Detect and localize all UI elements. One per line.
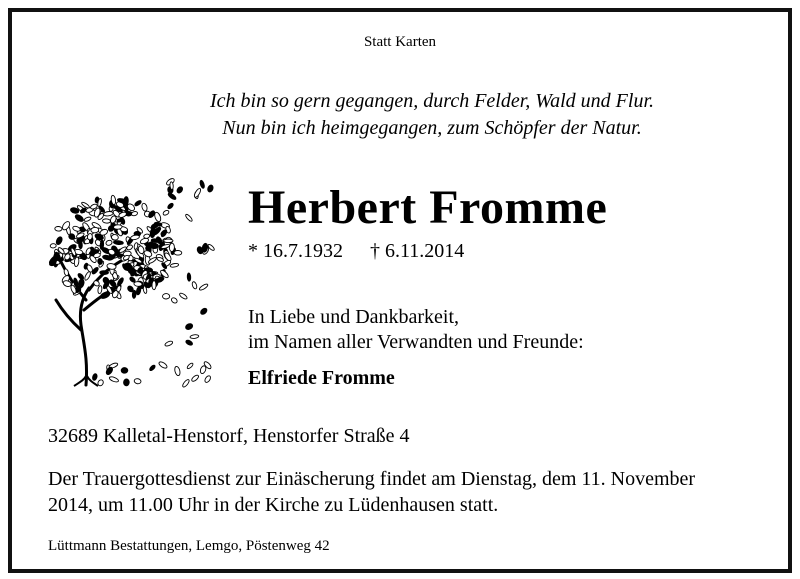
- leaf: [149, 243, 159, 249]
- mourning-text: [248, 305, 584, 355]
- leaf: [55, 236, 63, 246]
- leaf: [191, 374, 200, 382]
- life-dates: [248, 240, 464, 263]
- deceased-name: Herbert Fromme: [248, 181, 608, 234]
- leaf: [185, 339, 193, 346]
- leaf: [185, 323, 194, 331]
- leaf: [123, 379, 129, 386]
- leaf: [91, 227, 99, 233]
- leaf: [169, 243, 174, 252]
- leaf: [74, 213, 84, 222]
- leaf: [174, 366, 181, 376]
- obituary-notice: [8, 8, 792, 573]
- service-info: [48, 466, 768, 518]
- verse-line-1: Ich bin so gern gegangen, durch Felder, Wald und Flur.: [209, 90, 655, 112]
- leaf: [174, 250, 182, 255]
- leaf: [113, 240, 123, 245]
- leaf: [63, 268, 69, 276]
- tree-leaves: [48, 177, 215, 388]
- notice-header: Statt Karten: [363, 34, 437, 50]
- leaf: [199, 365, 207, 374]
- leaf: [141, 203, 148, 212]
- leaf: [191, 281, 197, 289]
- leaf: [92, 373, 98, 381]
- leaf: [149, 364, 156, 371]
- leaf: [79, 241, 83, 248]
- leaf: [187, 273, 191, 281]
- leaf: [113, 225, 122, 230]
- leaf: [160, 229, 167, 237]
- leaf: [164, 340, 173, 347]
- leaf: [158, 361, 168, 370]
- windblown-tree-icon: [34, 160, 219, 390]
- leaf: [199, 283, 209, 291]
- leaf: [204, 375, 212, 384]
- leaf: [109, 215, 117, 224]
- leaf: [105, 239, 112, 246]
- birth-date: * 16.7.1932: [248, 240, 343, 262]
- leaf: [50, 243, 56, 248]
- leaf: [97, 285, 102, 293]
- service-line-2: 2014, um 11.00 Uhr in der Kirche zu Lüdenhausen statt.: [48, 494, 499, 516]
- mourner-name: Elfriede Fromme: [248, 367, 395, 389]
- leaf: [129, 276, 136, 283]
- leaf: [186, 362, 193, 369]
- leaf: [87, 233, 93, 240]
- mourning-line-2: im Namen aller Verwandten und Freunde:: [248, 331, 584, 353]
- leaf: [170, 182, 174, 190]
- leaf: [131, 211, 138, 216]
- leaf: [86, 264, 94, 273]
- leaf: [121, 367, 128, 373]
- leaf: [134, 200, 142, 207]
- leaf: [130, 234, 140, 240]
- leaf: [109, 376, 119, 383]
- leaf: [100, 240, 104, 249]
- leaf: [77, 273, 85, 281]
- leaf: [179, 292, 188, 300]
- leaf: [207, 184, 214, 193]
- leaf: [162, 210, 169, 217]
- verse: [132, 88, 732, 142]
- service-line-1: Der Trauergottesdienst zur Einäscherung findet am Dienstag, dem 11. November: [48, 468, 696, 490]
- leaf: [55, 226, 62, 231]
- mourning-line-1: In Liebe und Dankbarkeit,: [248, 306, 460, 328]
- leaf: [170, 297, 178, 304]
- leaf: [143, 234, 150, 239]
- leaf: [164, 239, 173, 243]
- leaf: [185, 213, 193, 222]
- leaf: [102, 219, 110, 224]
- leaf: [72, 225, 81, 232]
- leaf: [199, 180, 205, 189]
- leaf: [190, 334, 199, 339]
- death-date: † 6.11.2014: [370, 240, 465, 262]
- leaf: [162, 294, 169, 300]
- address: 32689 Kalletal-Henstorf, Henstorfer Straße 4: [48, 425, 410, 447]
- leaf: [134, 378, 142, 384]
- leaf: [126, 244, 133, 251]
- verse-line-2: Nun bin ich heimgegangen, zum Schöpfer der Natur.: [222, 117, 642, 139]
- leaf: [100, 271, 109, 275]
- leaf: [200, 307, 209, 315]
- leaf: [152, 281, 156, 290]
- leaf: [97, 258, 103, 265]
- leaf: [84, 216, 92, 222]
- leaf: [111, 234, 118, 240]
- leaf: [176, 186, 184, 194]
- undertaker-info: Lüttmann Bestattungen, Lemgo, Pöstenweg 42: [48, 538, 330, 554]
- leaf: [170, 263, 179, 268]
- leaf: [167, 202, 174, 209]
- leaf: [182, 379, 191, 388]
